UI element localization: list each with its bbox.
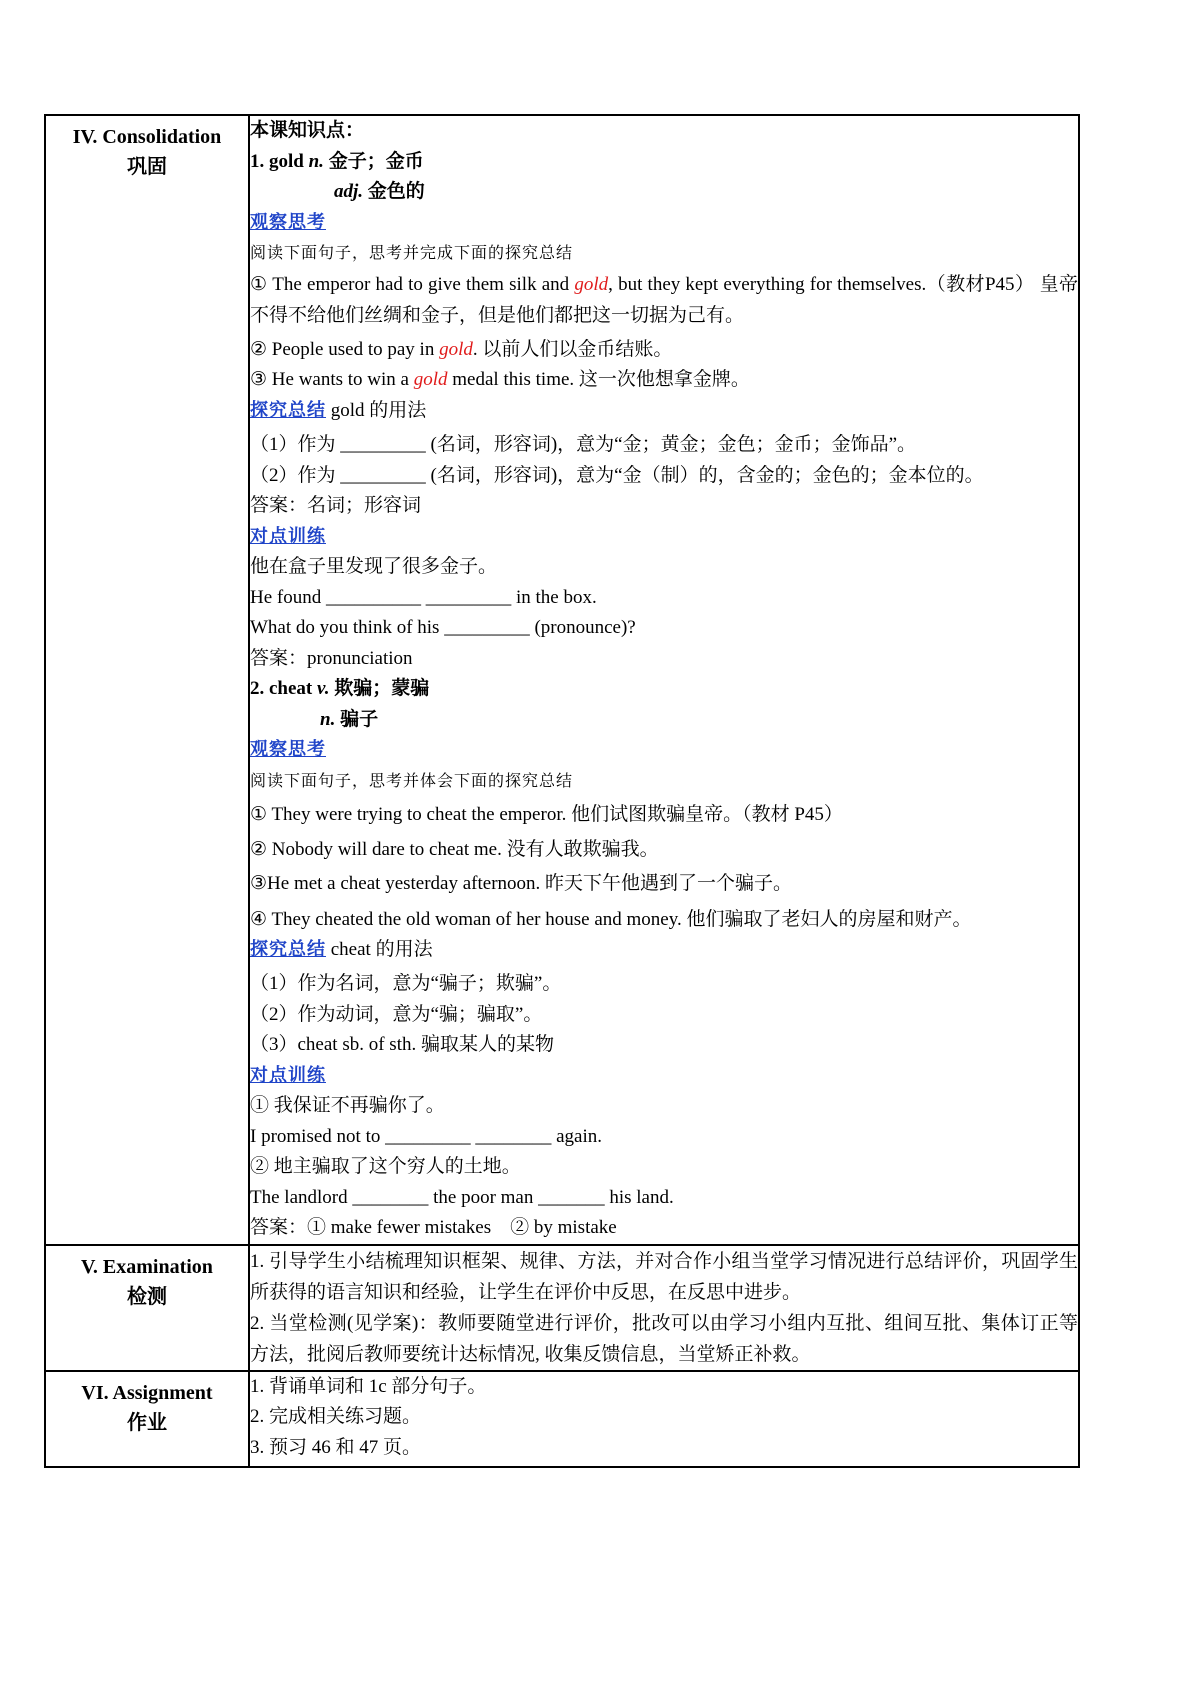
gold-example-3-text-a: ③ He wants to win a — [250, 369, 414, 390]
gold-heading — [250, 147, 1078, 178]
gold-head-num: 1. gold — [250, 150, 309, 172]
lesson-plan-table — [44, 114, 1080, 1468]
cheat-observe-label: 观察思考 — [250, 739, 326, 760]
gold-rule-2: （2）作为 _________ (名词，形容词)，意为“金（制）的，含金的；金色的；金本位的。 — [250, 464, 984, 486]
gold-observe-label: 观察思考 — [250, 211, 326, 233]
cheat-summary-label: 探究总结 — [250, 938, 326, 960]
examination-stage-zh: 检测 — [127, 1285, 167, 1308]
gold-example-3 — [250, 365, 1078, 396]
cheat-rule-1: （1）作为名词，意为“骗子；欺骗”。 — [250, 973, 562, 994]
cheat-head-meaning: 欺骗；蒙骗 — [329, 678, 430, 699]
gold-observe-instruction: 阅读下面句子，思考并完成下面的探究总结 — [250, 243, 574, 262]
cheat-practice-label: 对点训练 — [250, 1064, 326, 1086]
examination-row — [45, 1245, 1079, 1371]
cheat-head-num: 2. cheat — [250, 678, 318, 699]
cheat-example-4: ④ They cheated the old woman of her house and money. 他们骗取了老妇人的房屋和财产。 — [250, 908, 972, 930]
examination-content-cell — [249, 1245, 1079, 1371]
gold-summary-line — [250, 396, 1078, 427]
gold-example-3-text-b: medal this time. 这一次他想拿金牌。 — [447, 369, 750, 390]
gold-example-3-keyword: gold — [413, 369, 448, 390]
consolidation-stage-cell — [45, 115, 249, 1245]
gold-practice-q1: He found __________ _________ in the box. — [250, 586, 597, 608]
assignment-stage-zh: 作业 — [127, 1411, 167, 1434]
gold-adj-pos: adj. — [334, 181, 364, 202]
gold-example-2-keyword: gold — [439, 338, 473, 360]
cheat-practice-1-zh: ① 我保证不再骗你了。 — [250, 1095, 445, 1116]
assignment-item-1: 1. 背诵单词和 1c 部分句子。 — [250, 1375, 487, 1397]
gold-example-1-keyword: gold — [574, 273, 609, 295]
gold-example-1 — [250, 269, 1078, 331]
cheat-practice-1-en: I promised not to _________ ________ again. — [250, 1125, 602, 1147]
gold-adj-meaning: 金色的 — [363, 181, 425, 202]
examination-item-1: 1. 引导学生小结梳理知识框架、规律、方法，并对合作小组当堂学习情况进行总结评价，巩固学生所获得的语言知识和经验，让学生在评价中反思，在反思中进步。 — [250, 1250, 1078, 1303]
cheat-summary-title: cheat 的用法 — [326, 938, 433, 960]
cheat-noun-pos: n. — [320, 708, 336, 730]
gold-summary-title: gold 的用法 — [326, 399, 427, 421]
cheat-rule-3: （3）cheat sb. of sth. 骗取某人的某物 — [250, 1034, 554, 1055]
cheat-example-3: ③He met a cheat yesterday afternoon. 昨天下午他遇到了一个骗子。 — [250, 873, 793, 894]
cheat-practice-2-zh: ② 地主骗取了这个穷人的土地。 — [250, 1156, 521, 1177]
gold-example-1-text-a: ① The emperor had to give them silk and — [250, 273, 575, 295]
examination-item-2: 2. 当堂检测(见学案)：教师要随堂进行评价，批改可以由学习小组内互批、组间互批、集体订正等方法，批阅后教师要统计达标情况, 收集反馈信息，当堂矫正补救。 — [250, 1312, 1078, 1365]
gold-practice-label: 对点训练 — [250, 525, 326, 547]
gold-example-1-text-b: , but they kept everything for themselves.（教材P45） 皇帝不得不给他们丝绸和金子，但是他们都把这一切据为己有。 — [250, 273, 1079, 326]
cheat-head-pos: v. — [317, 678, 330, 699]
assignment-item-3: 3. 预习 46 和 47 页。 — [250, 1436, 422, 1458]
gold-rule-1: （1）作为 _________ (名词，形容词)，意为“金；黄金；金色；金币；金饰品”。 — [250, 434, 917, 455]
gold-adj-line — [250, 177, 1078, 208]
gold-summary-label: 探究总结 — [250, 399, 326, 421]
cheat-rule-2: （2）作为动词，意为“骗；骗取”。 — [250, 1003, 543, 1025]
gold-head-meaning: 金子；金币 — [323, 150, 424, 172]
assignment-stage-en: VI. Assignment — [81, 1381, 213, 1404]
examination-stage-en: V. Examination — [81, 1255, 213, 1278]
consolidation-stage-en: IV. Consolidation — [72, 126, 222, 148]
cheat-summary-line — [250, 935, 1078, 966]
cheat-example-1: ① They were trying to cheat the emperor. 他们试图欺骗皇帝。（教材 P45） — [250, 804, 843, 825]
gold-practice-q2: What do you think of his _________ (pronounce)? — [250, 617, 636, 638]
consolidation-stage-zh: 巩固 — [127, 156, 167, 178]
gold-practice-zh: 他在盒子里发现了很多金子。 — [250, 556, 498, 577]
cheat-heading — [250, 674, 1078, 705]
gold-example-2-text-b: . 以前人们以金币结账。 — [472, 338, 673, 360]
assignment-stage-cell — [45, 1371, 249, 1467]
examination-stage-cell — [45, 1245, 249, 1371]
gold-example-2-text-a: ② People used to pay in — [250, 338, 440, 360]
knowledge-points-intro: 本课知识点： — [250, 120, 365, 141]
gold-example-2 — [250, 335, 1078, 366]
cheat-answer: 答案：① make fewer mistakes ② by mistake — [250, 1217, 617, 1238]
cheat-noun-line — [250, 705, 1078, 736]
assignment-content-cell — [249, 1371, 1079, 1467]
consolidation-content-cell — [249, 115, 1079, 1245]
cheat-practice-2-en: The landlord ________ the poor man _______ his land. — [250, 1186, 674, 1208]
cheat-noun-meaning: 骗子 — [335, 708, 379, 730]
assignment-item-2: 2. 完成相关练习题。 — [250, 1406, 422, 1427]
gold-answer-1: 答案：名词；形容词 — [250, 495, 422, 516]
assignment-row — [45, 1371, 1079, 1467]
cheat-observe-instruction: 阅读下面句子，思考并体会下面的探究总结 — [250, 770, 574, 790]
gold-answer-2: 答案：pronunciation — [250, 647, 413, 669]
gold-head-pos: n. — [308, 150, 324, 172]
cheat-example-2: ② Nobody will dare to cheat me. 没有人敢欺骗我。 — [250, 838, 659, 860]
consolidation-row — [45, 115, 1079, 1245]
